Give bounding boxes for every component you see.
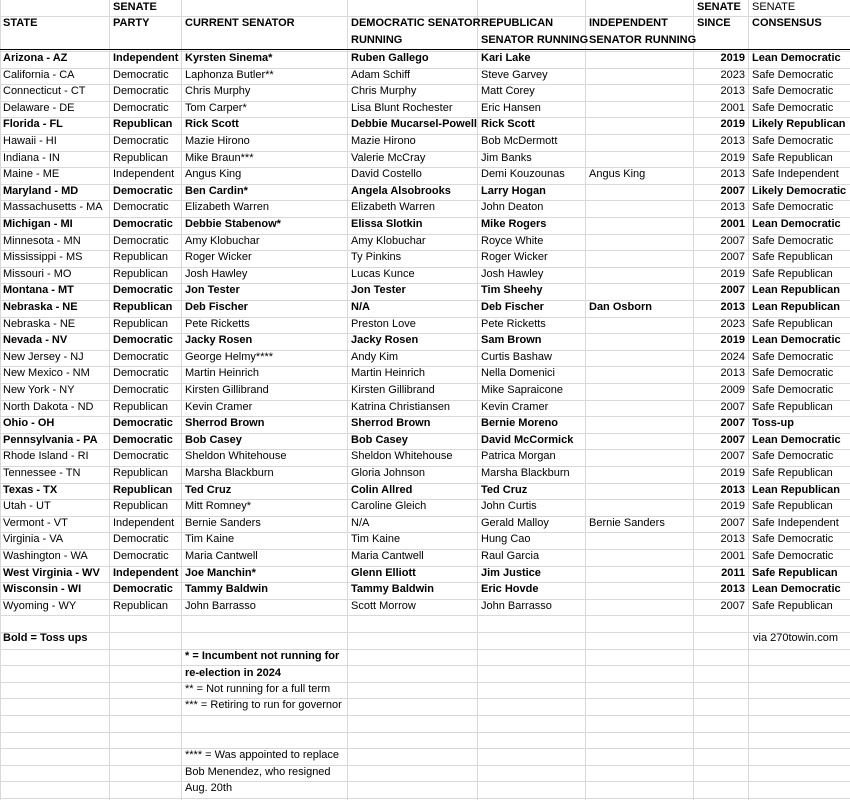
cell-party[interactable]: Independent — [113, 52, 179, 64]
cell-rep-running[interactable]: Patrica Morgan — [481, 450, 556, 463]
cell-consensus[interactable]: Safe Democratic — [752, 135, 834, 147]
cell-state[interactable]: Florida - FL — [3, 118, 63, 131]
cell-rep-running[interactable]: Mike Sapraicone — [481, 384, 563, 396]
cell-consensus[interactable]: Lean Republican — [752, 483, 841, 496]
cell-party[interactable]: Republican — [113, 317, 169, 330]
cell-since[interactable]: 2013 — [720, 201, 745, 214]
cell-dem-running[interactable]: Angela Alsobrooks — [351, 184, 451, 197]
cell-consensus[interactable]: Safe Democratic — [752, 68, 834, 81]
cell-current-senator[interactable]: Angus King — [185, 168, 242, 181]
cell-consensus[interactable]: Safe Democratic — [752, 450, 834, 463]
cell-current-senator[interactable]: Ben Cardin* — [185, 184, 248, 197]
cell-party[interactable]: Republican — [113, 151, 169, 164]
cell-party[interactable]: Republican — [113, 118, 173, 131]
cell-consensus[interactable]: Lean Republican — [752, 284, 841, 297]
cell-since[interactable]: 2001 — [720, 101, 745, 114]
cell-party[interactable]: Democratic — [113, 433, 173, 446]
cell-rep-running[interactable]: Ted Cruz — [481, 483, 528, 496]
cell-ind-running[interactable]: Dan Osborn — [589, 301, 652, 313]
cell-since[interactable]: 2013 — [720, 85, 745, 98]
header-rep-line1[interactable]: REPUBLICAN — [481, 17, 554, 29]
cell-since[interactable]: 2013 — [720, 367, 745, 380]
cell-state[interactable]: Minnesota - MN — [3, 234, 81, 247]
cell-party[interactable]: Democratic — [113, 284, 173, 297]
cell-rep-running[interactable]: Matt Corey — [481, 85, 535, 98]
cell-party[interactable]: Democratic — [113, 201, 169, 214]
cell-current-senator[interactable]: Mitt Romney* — [185, 500, 252, 513]
cell-party[interactable]: Republican — [113, 267, 169, 280]
cell-current-senator[interactable]: Josh Hawley — [185, 267, 248, 280]
cell-state[interactable]: Nebraska - NE — [3, 317, 76, 330]
header-since-line1[interactable]: SENATE — [697, 1, 741, 13]
cell-state[interactable]: Ohio - OH — [3, 417, 55, 430]
cell-consensus[interactable]: Safe Democratic — [752, 201, 834, 214]
cell-consensus[interactable]: Safe Democratic — [752, 234, 834, 247]
cell-dem-running[interactable]: Preston Love — [351, 317, 416, 330]
cell-current-senator[interactable]: Pete Ricketts — [185, 317, 250, 330]
cell-since[interactable]: 2019 — [720, 467, 745, 479]
header-current-senator[interactable]: CURRENT SENATOR — [185, 17, 295, 29]
cell-consensus[interactable]: Likely Republican — [752, 118, 846, 131]
cell-party[interactable]: Democratic — [113, 350, 169, 363]
cell-consensus[interactable]: Safe Democratic — [752, 367, 834, 380]
cell-rep-running[interactable]: Hung Cao — [481, 533, 531, 546]
cell-party[interactable]: Independent — [113, 566, 179, 579]
cell-state[interactable]: Connecticut - CT — [3, 85, 86, 98]
cell-rep-running[interactable]: Josh Hawley — [481, 267, 544, 280]
cell-since[interactable]: 2013 — [720, 583, 745, 596]
cell-since[interactable]: 2019 — [720, 334, 745, 347]
cell-party[interactable]: Democratic — [113, 184, 173, 197]
cell-rep-running[interactable]: John Barrasso — [481, 599, 552, 612]
cell-rep-running[interactable]: Jim Justice — [481, 566, 541, 579]
cell-state[interactable]: New York - NY — [3, 384, 75, 396]
grid-row-line — [0, 615, 850, 616]
cell-rep-running[interactable]: Marsha Blackburn — [481, 467, 570, 479]
cell-dem-running[interactable]: Katrina Christiansen — [351, 400, 451, 413]
cell-party[interactable]: Democratic — [113, 85, 169, 98]
cell-state[interactable]: Arizona - AZ — [3, 52, 68, 64]
cell-dem-running[interactable]: Sherrod Brown — [351, 417, 431, 430]
grid-row-line — [0, 732, 850, 733]
cell-consensus[interactable]: Safe Republican — [752, 467, 833, 479]
cell-since[interactable]: 2009 — [720, 384, 745, 396]
grid-row-line — [0, 781, 850, 782]
cell-state[interactable]: Montana - MT — [3, 284, 74, 297]
cell-consensus[interactable]: Lean Republican — [752, 301, 841, 313]
cell-state[interactable]: California - CA — [3, 68, 75, 81]
cell-rep-running[interactable]: Rick Scott — [481, 118, 535, 131]
cell-state[interactable]: Vermont - VT — [3, 516, 68, 529]
cell-since[interactable]: 2007 — [720, 417, 745, 430]
cell-consensus[interactable]: Lean Democratic — [752, 218, 841, 230]
cell-since[interactable]: 2019 — [720, 52, 745, 64]
cell-party[interactable]: Republican — [113, 483, 173, 496]
cell-dem-running[interactable]: Caroline Gleich — [351, 500, 427, 513]
cell-state[interactable]: North Dakota - ND — [3, 400, 94, 413]
header-party-line1[interactable]: SENATE — [113, 1, 157, 13]
cell-current-senator[interactable]: Amy Klobuchar — [185, 234, 260, 247]
cell-current-senator[interactable]: John Barrasso — [185, 599, 256, 612]
cell-party[interactable]: Republican — [113, 251, 169, 264]
cell-state[interactable]: Texas - TX — [3, 483, 58, 496]
cell-current-senator[interactable]: Kevin Cramer — [185, 400, 253, 413]
cell-consensus[interactable]: Safe Republican — [752, 500, 833, 513]
cell-dem-running[interactable]: Debbie Mucarsel-Powell — [351, 118, 477, 131]
cell-consensus[interactable]: Safe Democratic — [752, 101, 834, 114]
cell-since[interactable]: 2013 — [720, 483, 745, 496]
cell-party[interactable]: Democratic — [113, 68, 169, 81]
cell-since[interactable]: 2007 — [720, 234, 745, 247]
cell-party[interactable]: Democratic — [113, 218, 173, 230]
cell-current-senator[interactable]: Bernie Sanders — [185, 516, 261, 529]
cell-rep-running[interactable]: Raul Garcia — [481, 550, 540, 562]
cell-consensus[interactable]: Safe Democratic — [752, 85, 834, 98]
cell-current-senator[interactable]: Rick Scott — [185, 118, 239, 131]
cell-consensus[interactable]: Likely Democratic — [752, 184, 847, 197]
cell-since[interactable]: 2007 — [720, 450, 745, 463]
cell-dem-running[interactable]: N/A — [351, 516, 370, 529]
header-consensus-line1[interactable]: SENATE — [752, 1, 796, 13]
cell-state[interactable]: Mississippi - MS — [3, 251, 83, 264]
cell-consensus[interactable]: Lean Democratic — [752, 433, 841, 446]
header-party-line2[interactable]: PARTY — [113, 17, 150, 29]
cell-dem-running[interactable]: Kirsten Gillibrand — [351, 384, 435, 396]
cell-party[interactable]: Independent — [113, 516, 175, 529]
cell-consensus[interactable]: Toss-up — [752, 417, 794, 430]
cell-dem-running[interactable]: Tammy Baldwin — [351, 583, 434, 596]
cell-dem-running[interactable]: Tim Kaine — [351, 533, 401, 546]
cell-rep-running[interactable]: David McCormick — [481, 433, 574, 446]
cell-since[interactable]: 2011 — [721, 566, 745, 579]
header-dem-line2[interactable]: RUNNING — [351, 34, 403, 46]
cell-current-senator[interactable]: Sheldon Whitehouse — [185, 450, 287, 463]
cell-rep-running[interactable]: John Curtis — [481, 500, 537, 513]
cell-dem-running[interactable]: Maria Cantwell — [351, 550, 424, 562]
cell-dem-running[interactable]: Sheldon Whitehouse — [351, 450, 453, 463]
cell-rep-running[interactable]: Curtis Bashaw — [481, 350, 552, 363]
grid-row-line — [0, 665, 850, 666]
cell-consensus[interactable]: Safe Independent — [752, 168, 839, 181]
cell-state[interactable]: Wisconsin - WI — [3, 583, 82, 596]
cell-current-senator[interactable]: Bob Casey — [185, 433, 242, 446]
cell-state[interactable]: Washington - WA — [3, 550, 88, 562]
cell-consensus[interactable]: Safe Democratic — [752, 533, 834, 546]
grid-row-line — [0, 748, 850, 749]
grid-row-line — [0, 649, 850, 650]
cell-rep-running[interactable]: Eric Hansen — [481, 101, 541, 114]
cell-since[interactable]: 2001 — [720, 218, 745, 230]
cell-party[interactable]: Democratic — [113, 550, 169, 562]
cell-current-senator[interactable]: Sherrod Brown — [185, 417, 265, 430]
cell-current-senator[interactable]: Chris Murphy — [185, 85, 251, 98]
cell-dem-running[interactable]: Ty Pinkins — [351, 251, 402, 264]
cell-dem-running[interactable]: Scott Morrow — [351, 599, 416, 612]
cell-current-senator[interactable]: Jon Tester — [185, 284, 240, 297]
header-rep-line2[interactable]: SENATOR RUNNING — [481, 34, 589, 46]
cell-current-senator[interactable]: Tammy Baldwin — [185, 583, 268, 596]
grid-row-line — [0, 715, 850, 716]
cell-state[interactable]: Michigan - MI — [3, 218, 73, 230]
cell-since[interactable]: 2013 — [720, 168, 745, 181]
cell-rep-running[interactable]: Deb Fischer — [481, 301, 544, 313]
cell-state[interactable]: Nebraska - NE — [3, 301, 78, 313]
header-underline — [0, 49, 850, 50]
cell-current-senator[interactable]: Laphonza Butler** — [185, 68, 274, 81]
cell-consensus[interactable]: Safe Republican — [752, 267, 833, 280]
cell-state[interactable]: New Jersey - NJ — [3, 350, 84, 363]
cell-dem-running[interactable]: Colin Allred — [351, 483, 413, 496]
cell-party[interactable]: Independent — [113, 168, 175, 181]
cell-dem-running[interactable]: Lisa Blunt Rochester — [351, 101, 453, 114]
cell-party[interactable]: Democratic — [113, 234, 169, 247]
cell-since[interactable]: 2007 — [720, 516, 745, 529]
cell-current-senator[interactable]: Mazie Hirono — [185, 135, 250, 147]
cell-dem-running[interactable]: Chris Murphy — [351, 85, 417, 98]
cell-rep-running[interactable]: Gerald Malloy — [481, 516, 549, 529]
cell-since[interactable]: 2007 — [720, 433, 745, 446]
cell-party[interactable]: Democratic — [113, 367, 169, 380]
cell-rep-running[interactable]: Jim Banks — [481, 151, 532, 164]
footnote-retiring[interactable]: *** = Retiring to run for governor — [185, 699, 342, 711]
cell-current-senator[interactable]: Maria Cantwell — [185, 550, 258, 562]
legend-text[interactable]: Bold = Toss ups — [3, 632, 88, 644]
cell-current-senator[interactable]: Debbie Stabenow* — [185, 218, 281, 230]
cell-since[interactable]: 2023 — [720, 317, 745, 330]
header-dem-line1[interactable]: DEMOCRATIC SENATOR — [351, 17, 481, 29]
cell-consensus[interactable]: Lean Democratic — [752, 52, 841, 64]
footnote-partial-term[interactable]: ** = Not running for a full term — [185, 683, 331, 695]
cell-state[interactable]: Maine - ME — [3, 168, 60, 181]
cell-party[interactable]: Democratic — [113, 533, 169, 546]
cell-party[interactable]: Republican — [113, 467, 169, 479]
cell-state[interactable]: Tennessee - TN — [3, 467, 81, 479]
cell-rep-running[interactable]: Roger Wicker — [481, 251, 548, 264]
cell-since[interactable]: 2007 — [720, 284, 745, 297]
cell-dem-running[interactable]: Elizabeth Warren — [351, 201, 435, 214]
cell-ind-running[interactable]: Angus King — [589, 168, 646, 181]
cell-dem-running[interactable]: Adam Schiff — [351, 68, 411, 81]
cell-rep-running[interactable]: Eric Hovde — [481, 583, 539, 596]
cell-state[interactable]: Hawaii - HI — [3, 135, 57, 147]
cell-dem-running[interactable]: Valerie McCray — [351, 151, 426, 164]
cell-dem-running[interactable]: Elissa Slotkin — [351, 218, 423, 230]
cell-state[interactable]: Missouri - MO — [3, 267, 72, 280]
cell-current-senator[interactable]: Mike Braun*** — [185, 151, 254, 164]
cell-dem-running[interactable]: Glenn Elliott — [351, 566, 416, 579]
cell-dem-running[interactable]: Bob Casey — [351, 433, 408, 446]
cell-dem-running[interactable]: Andy Kim — [351, 350, 399, 363]
cell-rep-running[interactable]: Royce White — [481, 234, 544, 247]
cell-current-senator[interactable]: Tom Carper* — [185, 101, 247, 114]
cell-rep-running[interactable]: Steve Garvey — [481, 68, 548, 81]
cell-rep-running[interactable]: Nella Domenici — [481, 367, 555, 380]
cell-current-senator[interactable]: Tim Kaine — [185, 533, 235, 546]
cell-party[interactable]: Republican — [113, 599, 169, 612]
cell-dem-running[interactable]: Gloria Johnson — [351, 467, 425, 479]
cell-consensus[interactable]: Safe Independent — [752, 516, 839, 529]
cell-rep-running[interactable]: Bob McDermott — [481, 135, 558, 147]
footnote-appointed[interactable]: **** = Was appointed to replace Bob Menendez, who resigned Aug. 20th — [185, 749, 339, 795]
cell-party[interactable]: Democratic — [113, 384, 169, 396]
cell-party[interactable]: Democratic — [113, 450, 169, 463]
header-ind-line2[interactable]: SENATOR RUNNING — [589, 34, 697, 46]
cell-since[interactable]: 2013 — [720, 135, 745, 147]
cell-current-senator[interactable]: George Helmy**** — [185, 350, 274, 363]
cell-since[interactable]: 2024 — [720, 350, 745, 363]
cell-consensus[interactable]: Safe Democratic — [752, 550, 834, 562]
cell-state[interactable]: Pennsylvania - PA — [3, 433, 98, 446]
cell-rep-running[interactable]: Larry Hogan — [481, 184, 546, 197]
cell-current-senator[interactable]: Martin Heinrich — [185, 367, 259, 380]
cell-consensus[interactable]: Safe Democratic — [752, 384, 834, 396]
cell-state[interactable]: Delaware - DE — [3, 101, 75, 114]
cell-dem-running[interactable]: Mazie Hirono — [351, 135, 416, 147]
cell-party[interactable]: Republican — [113, 400, 169, 413]
cell-since[interactable]: 2013 — [720, 533, 745, 546]
cell-state[interactable]: Indiana - IN — [3, 151, 60, 164]
cell-since[interactable]: 2019 — [720, 500, 745, 513]
cell-party[interactable]: Republican — [113, 500, 169, 513]
grid-row-line — [0, 798, 850, 799]
cell-rep-running[interactable]: John Deaton — [481, 201, 544, 214]
cell-since[interactable]: 2019 — [720, 267, 745, 280]
cell-party[interactable]: Democratic — [113, 135, 169, 147]
grid-row-line — [0, 698, 850, 699]
cell-since[interactable]: 2019 — [720, 151, 745, 164]
cell-since[interactable]: 2007 — [720, 184, 745, 197]
cell-current-senator[interactable]: Elizabeth Warren — [185, 201, 269, 214]
cell-dem-running[interactable]: Amy Klobuchar — [351, 234, 426, 247]
cell-ind-running[interactable]: Bernie Sanders — [589, 516, 665, 529]
header-since-line2[interactable]: SINCE — [697, 17, 731, 29]
cell-current-senator[interactable]: Kirsten Gillibrand — [185, 384, 269, 396]
cell-rep-running[interactable]: Bernie Moreno — [481, 417, 559, 430]
cell-current-senator[interactable]: Kyrsten Sinema* — [185, 52, 273, 64]
cell-consensus[interactable]: Safe Republican — [752, 400, 833, 413]
cell-consensus[interactable]: Safe Republican — [752, 317, 833, 330]
cell-since[interactable]: 2007 — [720, 599, 745, 612]
cell-state[interactable]: Massachusetts - MA — [3, 201, 103, 214]
cell-party[interactable]: Democratic — [113, 417, 173, 430]
cell-consensus[interactable]: Safe Republican — [752, 566, 838, 579]
cell-rep-running[interactable]: Sam Brown — [481, 334, 542, 347]
cell-dem-running[interactable]: Jacky Rosen — [351, 334, 419, 347]
cell-consensus[interactable]: Safe Democratic — [752, 350, 834, 363]
cell-consensus[interactable]: Lean Democratic — [752, 334, 841, 347]
cell-current-senator[interactable]: Deb Fischer — [185, 301, 248, 313]
cell-state[interactable]: Utah - UT — [3, 500, 51, 513]
cell-since[interactable]: 2019 — [720, 118, 745, 131]
cell-state[interactable]: Rhode Island - RI — [3, 450, 89, 463]
cell-since[interactable]: 2013 — [720, 301, 745, 313]
cell-rep-running[interactable]: Demi Kouzounas — [481, 168, 565, 181]
cell-dem-running[interactable]: N/A — [351, 301, 370, 313]
cell-current-senator[interactable]: Roger Wicker — [185, 251, 252, 264]
cell-state[interactable]: Nevada - NV — [3, 334, 68, 347]
cell-party[interactable]: Democratic — [113, 334, 173, 347]
cell-dem-running[interactable]: Jon Tester — [351, 284, 406, 297]
cell-rep-running[interactable]: Kevin Cramer — [481, 400, 549, 413]
cell-dem-running[interactable]: David Costello — [351, 168, 422, 181]
cell-consensus[interactable]: Safe Republican — [752, 599, 833, 612]
grid-column-line — [585, 0, 586, 800]
cell-current-senator[interactable]: Jacky Rosen — [185, 334, 253, 347]
header-ind-line1[interactable]: INDEPENDENT — [589, 17, 668, 29]
cell-consensus[interactable]: Safe Republican — [752, 151, 833, 164]
source-text[interactable]: via 270towin.com — [753, 632, 838, 644]
cell-rep-running[interactable]: Kari Lake — [481, 52, 531, 64]
cell-rep-running[interactable]: Pete Ricketts — [481, 317, 546, 330]
cell-consensus[interactable]: Lean Democratic — [752, 583, 841, 596]
cell-consensus[interactable]: Safe Republican — [752, 251, 833, 264]
cell-current-senator[interactable]: Ted Cruz — [185, 483, 232, 496]
cell-state[interactable]: West Virginia - WV — [3, 566, 100, 579]
cell-rep-running[interactable]: Mike Rogers — [481, 218, 547, 230]
cell-dem-running[interactable]: Ruben Gallego — [351, 52, 429, 64]
cell-dem-running[interactable]: Lucas Kunce — [351, 267, 415, 280]
cell-state[interactable]: Maryland - MD — [3, 184, 79, 197]
header-consensus-line2[interactable]: CONSENSUS — [752, 17, 822, 29]
grid-row-line — [0, 632, 850, 633]
cell-party[interactable]: Republican — [113, 301, 173, 313]
cell-current-senator[interactable]: Marsha Blackburn — [185, 467, 274, 479]
cell-rep-running[interactable]: Tim Sheehy — [481, 284, 543, 297]
cell-since[interactable]: 2007 — [720, 400, 745, 413]
cell-party[interactable]: Democratic — [113, 101, 169, 114]
grid-row-line — [0, 682, 850, 683]
footnote-incumbent[interactable]: * = Incumbent not running for re-election in 2024 — [185, 650, 340, 679]
cell-state[interactable]: Wyoming - WY — [3, 599, 77, 612]
header-state[interactable]: STATE — [3, 17, 38, 29]
grid-row-line — [0, 765, 850, 766]
cell-state[interactable]: Virginia - VA — [3, 533, 64, 546]
cell-since[interactable]: 2001 — [720, 550, 745, 562]
cell-since[interactable]: 2007 — [720, 251, 745, 264]
cell-party[interactable]: Democratic — [113, 583, 173, 596]
cell-dem-running[interactable]: Martin Heinrich — [351, 367, 425, 380]
cell-current-senator[interactable]: Joe Manchin* — [185, 566, 256, 579]
cell-state[interactable]: New Mexico - NM — [3, 367, 90, 380]
cell-since[interactable]: 2023 — [720, 68, 745, 81]
